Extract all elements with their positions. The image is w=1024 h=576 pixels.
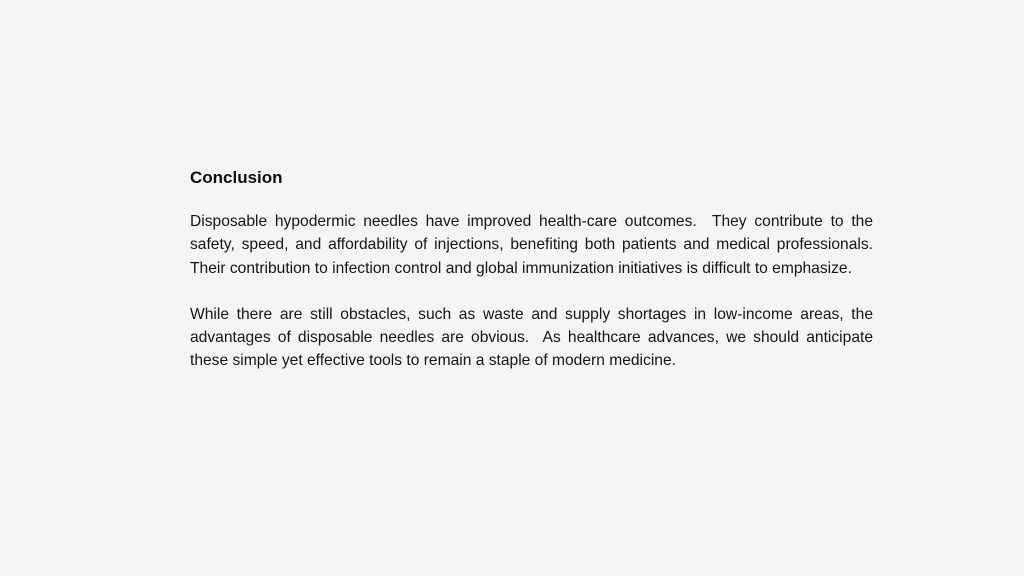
slide-content bbox=[190, 166, 882, 373]
paragraph-1: Disposable hypodermic needles have improved health-care outcomes. They contribute to the safety, speed, and affordability of injections, benefiting both patients and medical professionals. Their contribution to infection control and global immunization initiatives is difficult to emphasize. bbox=[190, 213, 882, 277]
paragraph-2: While there are still obstacles, such as waste and supply shortages in low-income areas, the advantages of disposable needles are obvious. As healthcare advances, we should anticipate these simple yet effective tools to remain a staple of modern medicine. bbox=[190, 305, 878, 370]
slide-heading: Conclusion bbox=[190, 168, 283, 187]
